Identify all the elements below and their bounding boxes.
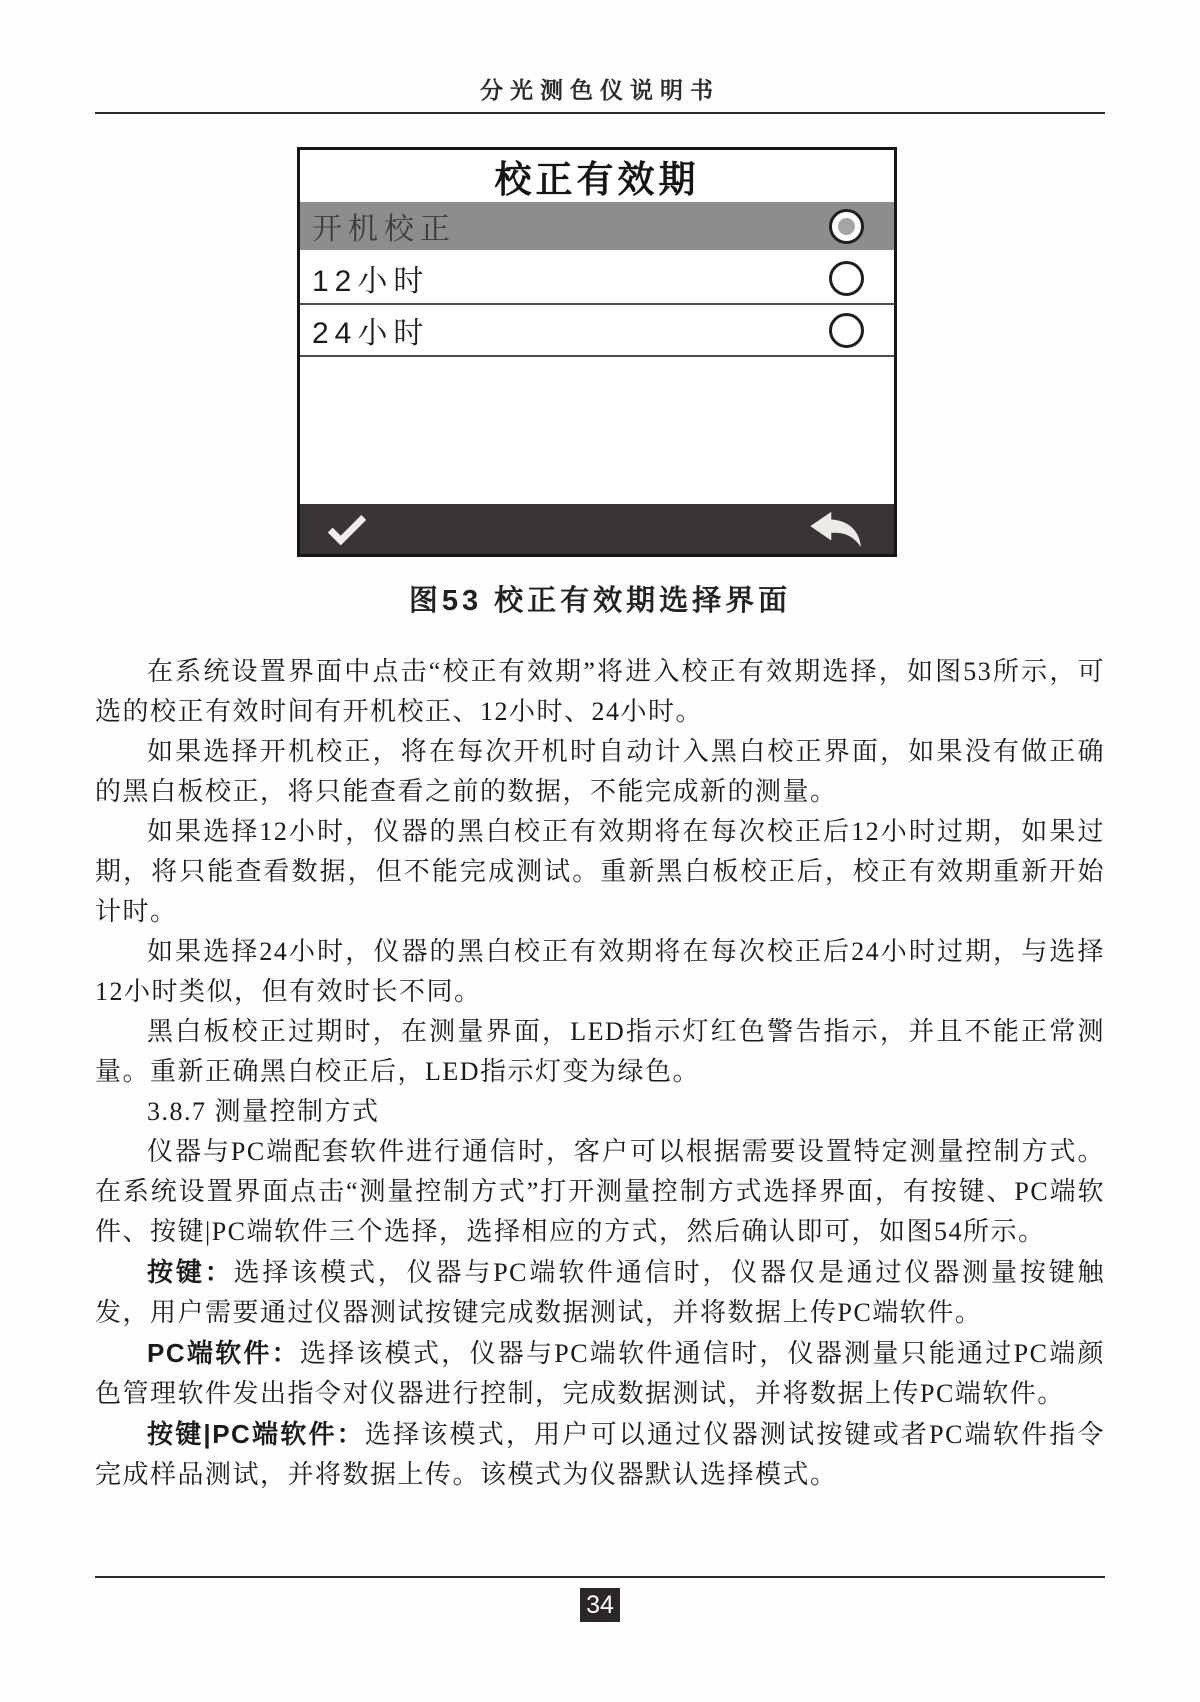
mode-text: 选择该模式，用户可以通过仪器测试按键或者PC端软件指令完成样品测试，并将数据上传。该模式为仪器默认选择模式。 (95, 1420, 1105, 1489)
mode-lead: PC端软件： (147, 1338, 300, 1368)
screen-title: 校正有效期 (494, 159, 700, 200)
radio-dot (838, 218, 855, 235)
screen-empty-area (300, 357, 894, 504)
confirm-button[interactable] (326, 513, 368, 545)
paragraph (95, 1252, 1105, 1333)
paragraph: 如果选择24小时，仪器的黑白校正有效期将在每次校正后24小时过期，与选择12小时类似，但有效时长不同。 (95, 937, 1105, 1006)
radio-unselected-icon[interactable] (829, 261, 864, 296)
option-label: 开机校正 (312, 213, 456, 246)
option-row-power-on-calibration[interactable] (300, 202, 894, 250)
page-number-badge: 34 (580, 1588, 620, 1622)
header-divider (95, 112, 1105, 114)
paragraph: 如果选择开机校正，将在每次开机时自动计入黑白校正界面，如果没有做正确的黑白板校正，将只能查看之前的数据，不能完成新的测量。 (95, 737, 1105, 806)
option-label: 24小时 (312, 317, 430, 350)
section-heading: 3.8.7 测量控制方式 (147, 1097, 380, 1126)
mode-text: 选择该模式，仪器与PC端软件通信时，仪器测量只能通过PC端颜色管理软件发出指令对仪器进行控制，完成数据测试，并将数据上传PC端软件。 (95, 1339, 1106, 1408)
calibration-validity-screen (297, 147, 897, 557)
paragraph: 如果选择12小时，仪器的黑白校正有效期将在每次校正后12小时过期，如果过期，将只能查看数据，但不能完成测试。重新黑白板校正后，校正有效期重新开始计时。 (95, 817, 1105, 926)
figure-caption: 图53 校正有效期选择界面 (408, 585, 792, 617)
footer-divider (95, 1576, 1105, 1578)
back-arrow-icon (806, 508, 868, 550)
paragraph: 黑白板校正过期时，在测量界面，LED指示灯红色警告指示，并且不能正常测量。重新正确黑白校正后，LED指示灯变为绿色。 (95, 1017, 1105, 1086)
check-icon (326, 513, 368, 545)
paragraph (95, 1414, 1105, 1495)
paragraph: 在系统设置界面中点击“校正有效期”将进入校正有效期选择，如图53所示，可选的校正有效时间有开机校正、12小时、24小时。 (95, 657, 1105, 726)
option-row-12-hours[interactable] (300, 253, 894, 305)
option-label: 12小时 (312, 265, 430, 298)
body-text (95, 652, 1105, 1495)
mode-text: 选择该模式，仪器与PC端软件通信时，仪器仅是通过仪器测量按键触发，用户需要通过仪器测试按键完成数据测试，并将数据上传PC端软件。 (95, 1258, 1105, 1327)
radio-unselected-icon[interactable] (829, 313, 864, 348)
back-button[interactable] (806, 508, 868, 550)
mode-lead: 按键|PC端软件： (147, 1419, 365, 1449)
radio-selected-icon[interactable] (829, 209, 864, 244)
mode-lead: 按键： (147, 1257, 234, 1287)
document-title: 分光测色仪说明书 (480, 77, 720, 103)
option-row-24-hours[interactable] (300, 305, 894, 357)
paragraph (95, 1333, 1105, 1414)
screen-toolbar (300, 504, 894, 554)
paragraph: 仪器与PC端配套软件进行通信时，客户可以根据需要设置特定测量控制方式。在系统设置界面点击“测量控制方式”打开测量控制方式选择界面，有按键、PC端软件、按键|PC端软件三个选择，选择相应的方式，然后确认即可，如图54所示。 (95, 1137, 1105, 1246)
